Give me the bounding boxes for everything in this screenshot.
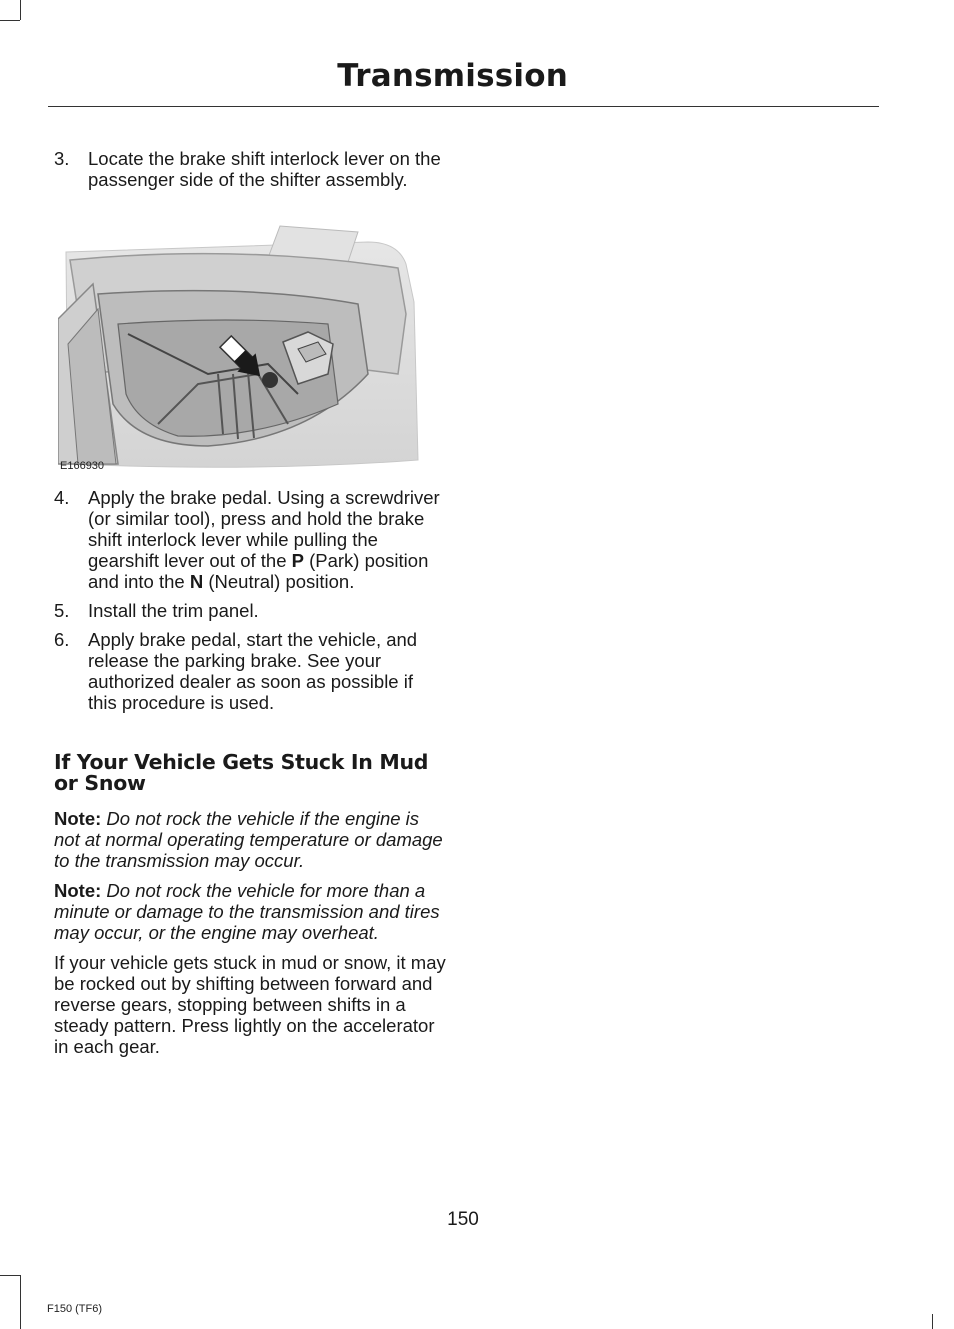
note-label: Note: (54, 808, 102, 829)
stuck-section (54, 752, 446, 1057)
crop-mark (20, 0, 21, 20)
step-number: 5. (54, 600, 70, 621)
list-item (54, 148, 446, 190)
crop-mark (0, 20, 20, 21)
body-paragraph: If your vehicle gets stuck in mud or snow, it may be rocked out by shifting between forward and reverse gears, stopping between shifts in a steady pattern. Press lightly on the accelerator in each gear. (54, 952, 446, 1057)
step-text: Apply brake pedal, start the vehicle, and release the parking brake. See your authorized dealer as soon as possible if this procedure is used. (88, 629, 418, 713)
list-item (54, 629, 446, 713)
note-text: Do not rock the vehicle if the engine is not at normal operating temperature or damage to the transmission may occur. (54, 808, 443, 871)
step-text: Install the trim panel. (88, 600, 259, 621)
step-number: 4. (54, 487, 70, 508)
crop-mark (20, 1275, 21, 1329)
note (54, 880, 446, 943)
neutral-gear-label: N (189, 571, 204, 592)
footer-code: F150 (TF6) (47, 1303, 103, 1315)
page-number: 150 (447, 1209, 479, 1230)
step-number: 6. (54, 629, 70, 650)
page-title: Transmission (337, 58, 568, 94)
steps-top (54, 148, 446, 190)
park-gear-label: P (291, 550, 304, 571)
title-divider (48, 106, 879, 107)
section-heading: If Your Vehicle Gets Stuck In Mud or Snow (54, 750, 429, 795)
list-item (54, 600, 446, 621)
step-text: (Neutral) position. (203, 571, 355, 592)
list-item (54, 487, 446, 592)
step-text: (Park) position and into the (88, 550, 429, 592)
crop-mark (0, 1275, 20, 1276)
figure (58, 224, 420, 472)
step-text: Apply the brake pedal. Using a screwdriver (or similar tool), press and hold the brake shift interlock lever while pulling the gearshift lever out of the (88, 487, 440, 571)
note-label: Note: (54, 880, 102, 901)
note-text: Do not rock the vehicle for more than a minute or damage to the transmission and tires may occur, or the engine may overheat. (54, 880, 440, 943)
figure-id: E166930 (60, 460, 105, 472)
note (54, 808, 446, 871)
shifter-interlock-illustration (58, 224, 420, 472)
steps-bottom (54, 487, 446, 713)
step-number: 3. (54, 148, 70, 169)
crop-mark (932, 1314, 933, 1329)
step-text: Locate the brake shift interlock lever on the passenger side of the shifter assembly. (88, 148, 441, 190)
